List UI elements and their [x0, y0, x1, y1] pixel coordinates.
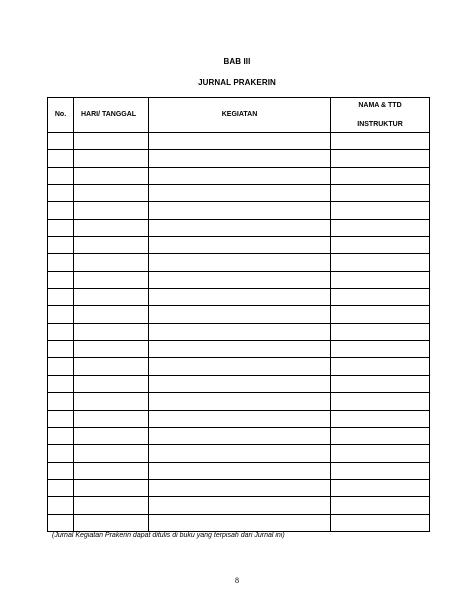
cell-no [48, 133, 74, 150]
table-row [48, 514, 430, 531]
cell-nama-ttd [331, 427, 430, 444]
table-row [48, 479, 430, 496]
journal-table [47, 97, 430, 532]
cell-kegiatan [149, 427, 331, 444]
cell-no [48, 323, 74, 340]
cell-nama-ttd [331, 323, 430, 340]
cell-kegiatan [149, 254, 331, 271]
cell-kegiatan [149, 306, 331, 323]
table-row [48, 133, 430, 150]
cell-no [48, 167, 74, 184]
cell-nama-ttd [331, 271, 430, 288]
cell-hari-tanggal [74, 462, 149, 479]
table-row [48, 462, 430, 479]
cell-hari-tanggal [74, 393, 149, 410]
cell-hari-tanggal [74, 167, 149, 184]
cell-nama-ttd [331, 479, 430, 496]
cell-no [48, 150, 74, 167]
cell-no [48, 479, 74, 496]
page-number: 8 [235, 576, 239, 585]
cell-no [48, 445, 74, 462]
cell-kegiatan [149, 150, 331, 167]
cell-hari-tanggal [74, 202, 149, 219]
cell-nama-ttd [331, 150, 430, 167]
cell-kegiatan [149, 358, 331, 375]
header-hari-tanggal: HARI/ TANGGAL [74, 98, 149, 133]
cell-no [48, 514, 74, 531]
table-row [48, 410, 430, 427]
cell-hari-tanggal [74, 514, 149, 531]
table-row [48, 497, 430, 514]
journal-body [48, 133, 430, 532]
cell-hari-tanggal [74, 133, 149, 150]
cell-no [48, 410, 74, 427]
cell-no [48, 254, 74, 271]
cell-nama-ttd [331, 202, 430, 219]
cell-nama-ttd [331, 219, 430, 236]
cell-no [48, 306, 74, 323]
cell-nama-ttd [331, 306, 430, 323]
cell-nama-ttd [331, 514, 430, 531]
cell-hari-tanggal [74, 271, 149, 288]
cell-kegiatan [149, 323, 331, 340]
cell-hari-tanggal [74, 254, 149, 271]
cell-no [48, 497, 74, 514]
cell-no [48, 289, 74, 306]
cell-nama-ttd [331, 167, 430, 184]
cell-hari-tanggal [74, 479, 149, 496]
cell-kegiatan [149, 375, 331, 392]
table-row [48, 427, 430, 444]
cell-nama-ttd [331, 497, 430, 514]
cell-no [48, 427, 74, 444]
cell-hari-tanggal [74, 375, 149, 392]
cell-kegiatan [149, 341, 331, 358]
cell-nama-ttd [331, 289, 430, 306]
cell-no [48, 202, 74, 219]
cell-no [48, 393, 74, 410]
cell-kegiatan [149, 479, 331, 496]
cell-hari-tanggal [74, 410, 149, 427]
cell-hari-tanggal [74, 219, 149, 236]
cell-hari-tanggal [74, 323, 149, 340]
table-row [48, 219, 430, 236]
footnote: (Jurnal Kegiatan Prakerin dapat ditulis di buku yang terpisah dari Jurnal ini) [52, 532, 285, 539]
cell-kegiatan [149, 410, 331, 427]
table-row [48, 271, 430, 288]
table-header-row [48, 98, 430, 133]
cell-nama-ttd [331, 237, 430, 254]
header-kegiatan: KEGIATAN [149, 98, 331, 133]
chapter-heading: BAB III [223, 57, 251, 66]
table-row [48, 445, 430, 462]
cell-hari-tanggal [74, 445, 149, 462]
cell-hari-tanggal [74, 185, 149, 202]
cell-kegiatan [149, 219, 331, 236]
cell-no [48, 375, 74, 392]
cell-hari-tanggal [74, 497, 149, 514]
cell-no [48, 185, 74, 202]
table-row [48, 167, 430, 184]
cell-hari-tanggal [74, 150, 149, 167]
header-nama-ttd-line2: INSTRUKTUR [357, 120, 403, 128]
table-row [48, 150, 430, 167]
cell-nama-ttd [331, 375, 430, 392]
cell-kegiatan [149, 271, 331, 288]
cell-nama-ttd [331, 133, 430, 150]
header-no: No. [48, 98, 74, 133]
table-row [48, 254, 430, 271]
cell-hari-tanggal [74, 358, 149, 375]
cell-hari-tanggal [74, 289, 149, 306]
cell-no [48, 358, 74, 375]
cell-kegiatan [149, 497, 331, 514]
journal-title: JURNAL PRAKERIN [198, 78, 276, 87]
table-row [48, 375, 430, 392]
cell-kegiatan [149, 237, 331, 254]
table-row [48, 185, 430, 202]
cell-kegiatan [149, 462, 331, 479]
cell-nama-ttd [331, 341, 430, 358]
cell-nama-ttd [331, 410, 430, 427]
cell-nama-ttd [331, 254, 430, 271]
cell-kegiatan [149, 445, 331, 462]
cell-no [48, 462, 74, 479]
cell-hari-tanggal [74, 427, 149, 444]
cell-kegiatan [149, 514, 331, 531]
cell-kegiatan [149, 185, 331, 202]
table-row [48, 237, 430, 254]
table-row [48, 323, 430, 340]
cell-nama-ttd [331, 358, 430, 375]
cell-hari-tanggal [74, 306, 149, 323]
table-row [48, 289, 430, 306]
cell-nama-ttd [331, 393, 430, 410]
cell-kegiatan [149, 202, 331, 219]
table-row [48, 393, 430, 410]
cell-hari-tanggal [74, 341, 149, 358]
cell-no [48, 341, 74, 358]
cell-nama-ttd [331, 185, 430, 202]
header-nama-ttd-line1: NAMA & TTD [358, 101, 402, 109]
table-row [48, 306, 430, 323]
header-nama-ttd [331, 98, 430, 133]
table-row [48, 202, 430, 219]
cell-hari-tanggal [74, 237, 149, 254]
cell-kegiatan [149, 393, 331, 410]
table-row [48, 341, 430, 358]
cell-no [48, 219, 74, 236]
cell-nama-ttd [331, 445, 430, 462]
cell-no [48, 271, 74, 288]
cell-kegiatan [149, 289, 331, 306]
cell-kegiatan [149, 167, 331, 184]
table-row [48, 358, 430, 375]
cell-kegiatan [149, 133, 331, 150]
cell-no [48, 237, 74, 254]
cell-nama-ttd [331, 462, 430, 479]
